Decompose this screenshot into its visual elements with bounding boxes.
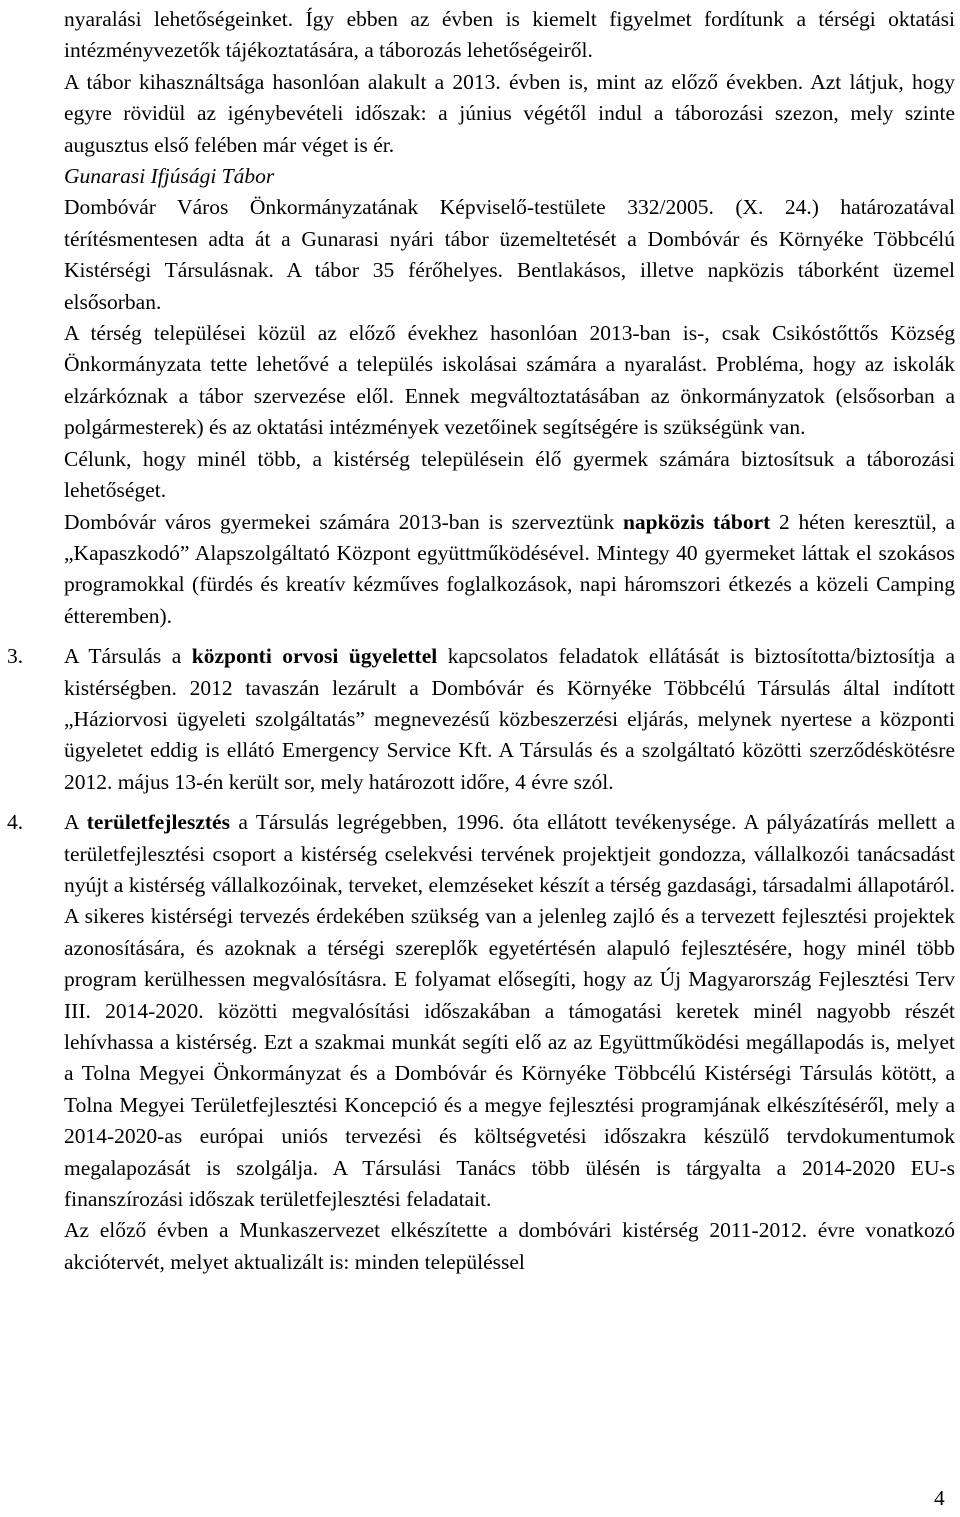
paragraph: A térség települései közül az előző évekhez hasonlóan 2013-ban is-, csak Csikóstőttős Község Önkormányzata tette lehetővé a település iskolásai számára a nyaralást. Probléma, hogy az iskolák elzárkóznak a tábor szervezése elől. Ennek megváltoztatásában az önkormányzatok (elsősorban a polgármesterek) és az oktatási intézmények vezetőinek segítségére is szükségünk van. (64, 321, 955, 440)
list-item-text (64, 641, 955, 798)
text-run: A (64, 810, 87, 835)
text-run: 2 héten keresztül, a „Kapaszkodó” Alapszolgáltató Központ együttműködésével. Mintegy 40 gyermeket láttak el szokásos programokkal (fürdés és kreatív kézműves foglalkozások, napi háromszori étkezés a közeli Camping étteremben). (64, 509, 956, 628)
section-heading: Gunarasi Ifjúsági Tábor (64, 164, 275, 189)
bold-text: központi orvosi ügyelettel (191, 644, 438, 669)
list-item-text: Az előző évben a Munkaszervezet elkészítette a dombóvári kistérség 2011-2012. évre vonatkozó akciótervét, melyet aktualizált is: minden településsel (64, 1218, 955, 1274)
paragraph (64, 507, 955, 633)
paragraph: Dombóvár Város Önkormányzatának Képviselő-testülete 332/2005. (X. 24.) határozatával térítésmentesen adta át a Gunarasi nyári tábor üzemeltetését a Dombóvár és Környéke Többcélú Kistérségi Társulásnak. A tábor 35 férőhelyes. Bentlakásos, illetve napközis táborként üzemel elsősorban. (64, 195, 955, 314)
bold-text: területfejlesztés (86, 810, 230, 835)
paragraph: nyaralási lehetőségeinket. Így ebben az évben is kiemelt figyelmet fordítunk a térségi oktatási intézményvezetők tájékoztatására, a táborozás lehetőségeiről. (64, 7, 955, 63)
text-run: A Társulás a (64, 644, 192, 669)
list-item (7, 807, 955, 1278)
list-item-text (64, 807, 955, 1215)
text-run: kapcsolatos feladatok ellátását is biztosította/biztosítja a kistérségben. 2012 tavaszán lezárult a Dombóvár és Környéke Többcélú Társulás által indított „Háziorvosi ügyeleti szolgáltatás” megnevezésű közbeszerzési eljárás, melynek nyertese a központi ügyeletet eddig is ellátó Emergency Service Kft. A Társulás és a szolgáltató közötti szerződéskötésre 2012. május 13-én került sor, mely határozott időre, 4 évre szól. (64, 644, 955, 794)
list-item-number: 3. (7, 644, 24, 669)
bold-text: napközis tábort (622, 509, 771, 534)
document-body (7, 4, 956, 1278)
page-number: 4 (934, 1486, 945, 1510)
list-item (7, 641, 955, 798)
paragraph: A tábor kihasználtsága hasonlóan alakult a 2013. évben is, mint az előző években. Azt látjuk, hogy egyre rövidül az igénybevételi időszak: a június végétől indul a táborozási szezon, mely szinte augusztus első felében már véget is ér. (64, 69, 955, 157)
paragraph: Célunk, hogy minél több, a kistérség településein élő gyermek számára biztosítsuk a táborozási lehetőséget. (64, 446, 955, 503)
text-run: Dombóvár város gyermekei számára 2013-ban is szerveztünk (64, 509, 623, 534)
text-run: a Társulás legrégebben, 1996. óta ellátott tevékenysége. A pályázatírás mellett a területfejlesztési csoport a kistérség cselekvési tervének projektjeit gondozza, vállalkozói tanácsadást nyújt a kistérség vállalkozóinak, terveket, elemzéseket készít a térség gazdasági, társadalmi állapotáról. A sikeres kistérségi tervezés érdekében szükség van a jelenleg zajló és a tervezett fejlesztési projektek azonosítására, és azoknak a térségi szereplők egyetértésén alapuló fejlesztésére, hogy minél több program kerülhessen megvalósításra. E folyamat elősegíti, hogy az Új Magyarország Fejlesztési Terv III. 2014-2020. közötti megvalósítási időszakában a támogatási keretek minél nagyobb részét lehívhassa a kistérség. Ezt a szakmai munkát segíti elő az az Együttműködési megállapodás is, melyet a Tolna Megyei Önkormányzat és a Dombóvár és Környéke Többcélú Kistérségi Társulás kötött, a Tolna Megyei Területfejlesztési Koncepció és a megye fejlesztési programjának elkészítéséről, mely a 2014-2020-as európai uniós tervezési és költségvetési időszakra készülő tervdokumentumok megalapozását is szolgálja. A Társulási Tanács több ülésén is tárgyalta a 2014-2020 EU-s finanszírozási időszak területfejlesztési feladatait. (64, 810, 955, 1212)
list-item-number: 4. (7, 810, 24, 835)
